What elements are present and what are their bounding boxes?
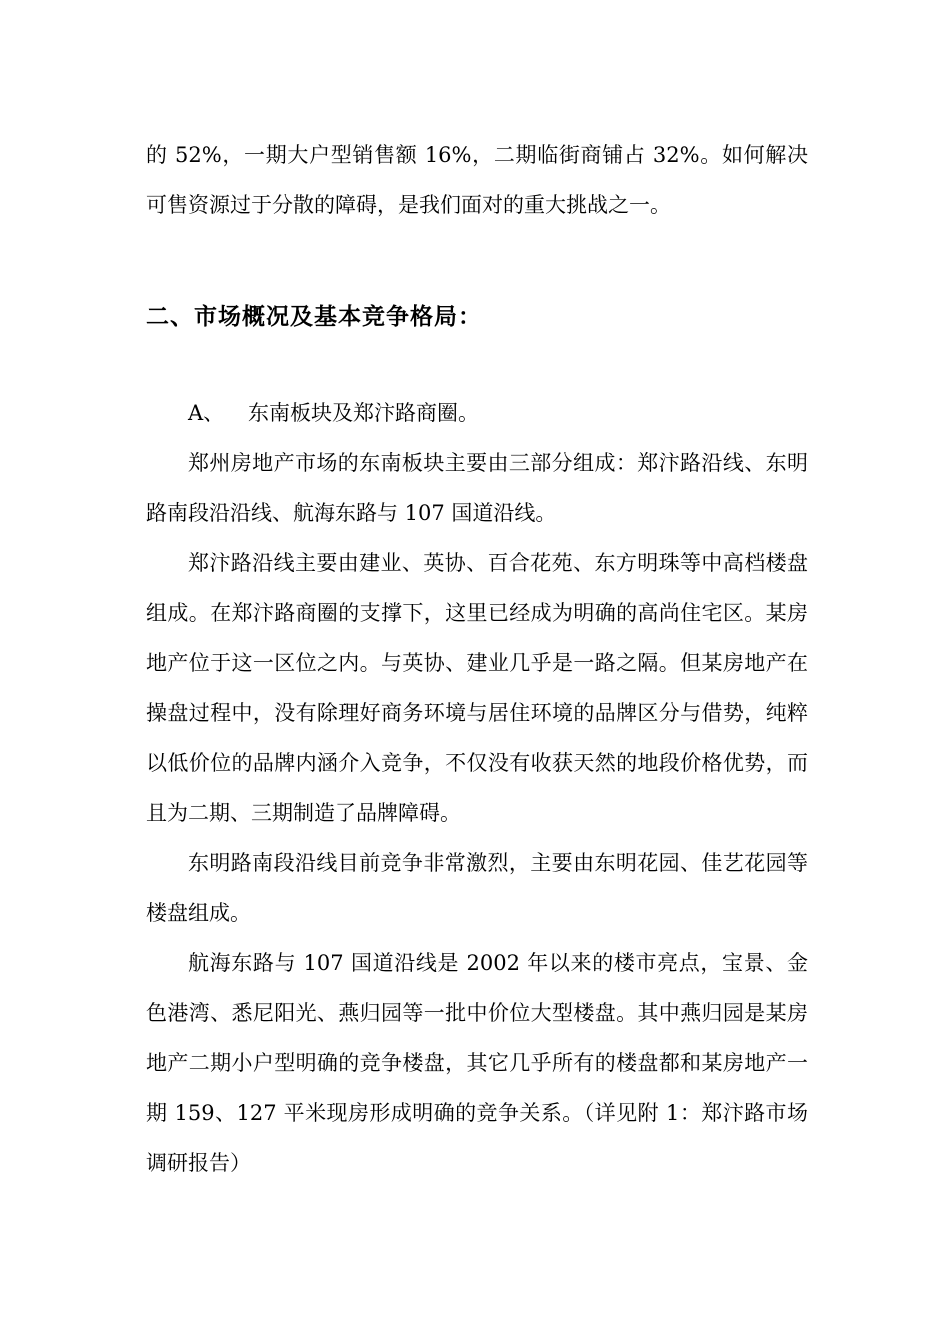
subsection-heading <box>146 388 808 438</box>
body-paragraph-2: 郑汴路沿线主要由建业、英协、百合花苑、东方明珠等中高档楼盘组成。在郑汴路商圈的支撑下，这里已经成为明确的高尚住宅区。某房地产位于这一区位之内。与英协、建业几乎是一路之隔。但某房地产在操盘过程中，没有除理好商务环境与居住环境的品牌区分与借势，纯粹以低价位的品牌内涵介入竞争，不仅没有收获天然的地段价格优势，而且为二期、三期制造了品牌障碍。 <box>146 551 808 825</box>
body-paragraph-1: 郑州房地产市场的东南板块主要由三部分组成：郑汴路沿线、东明路南段沿沿线、航海东路与 107 国道沿线。 <box>146 451 808 525</box>
opening-paragraph: 的 52%，一期大户型销售额 16%，二期临街商铺占 32%。如何解决可售资源过于分散的障碍，是我们面对的重大挑战之一。 <box>146 143 808 217</box>
subsection-marker: A、 <box>188 401 225 425</box>
section-heading: 二、市场概况及基本竞争格局： <box>146 303 482 330</box>
document-page <box>146 130 808 1188</box>
body-paragraph-4: 航海东路与 107 国道沿线是 2002 年以来的楼市亮点，宝景、金色港湾、悉尼阳光、燕归园等一批中价位大型楼盘。其中燕归园是某房地产二期小户型明确的竞争楼盘，其它几乎所有的楼盘都和某房地产一期 159、127 平米现房形成明确的竞争关系。（详见附 1：郑汴路市场调研报告） <box>146 951 808 1175</box>
body-paragraph-3: 东明路南段沿线目前竞争非常激烈，主要由东明花园、佳艺花园等楼盘组成。 <box>146 851 808 925</box>
subsection-title: 东南板块及郑汴路商圈。 <box>248 401 479 425</box>
